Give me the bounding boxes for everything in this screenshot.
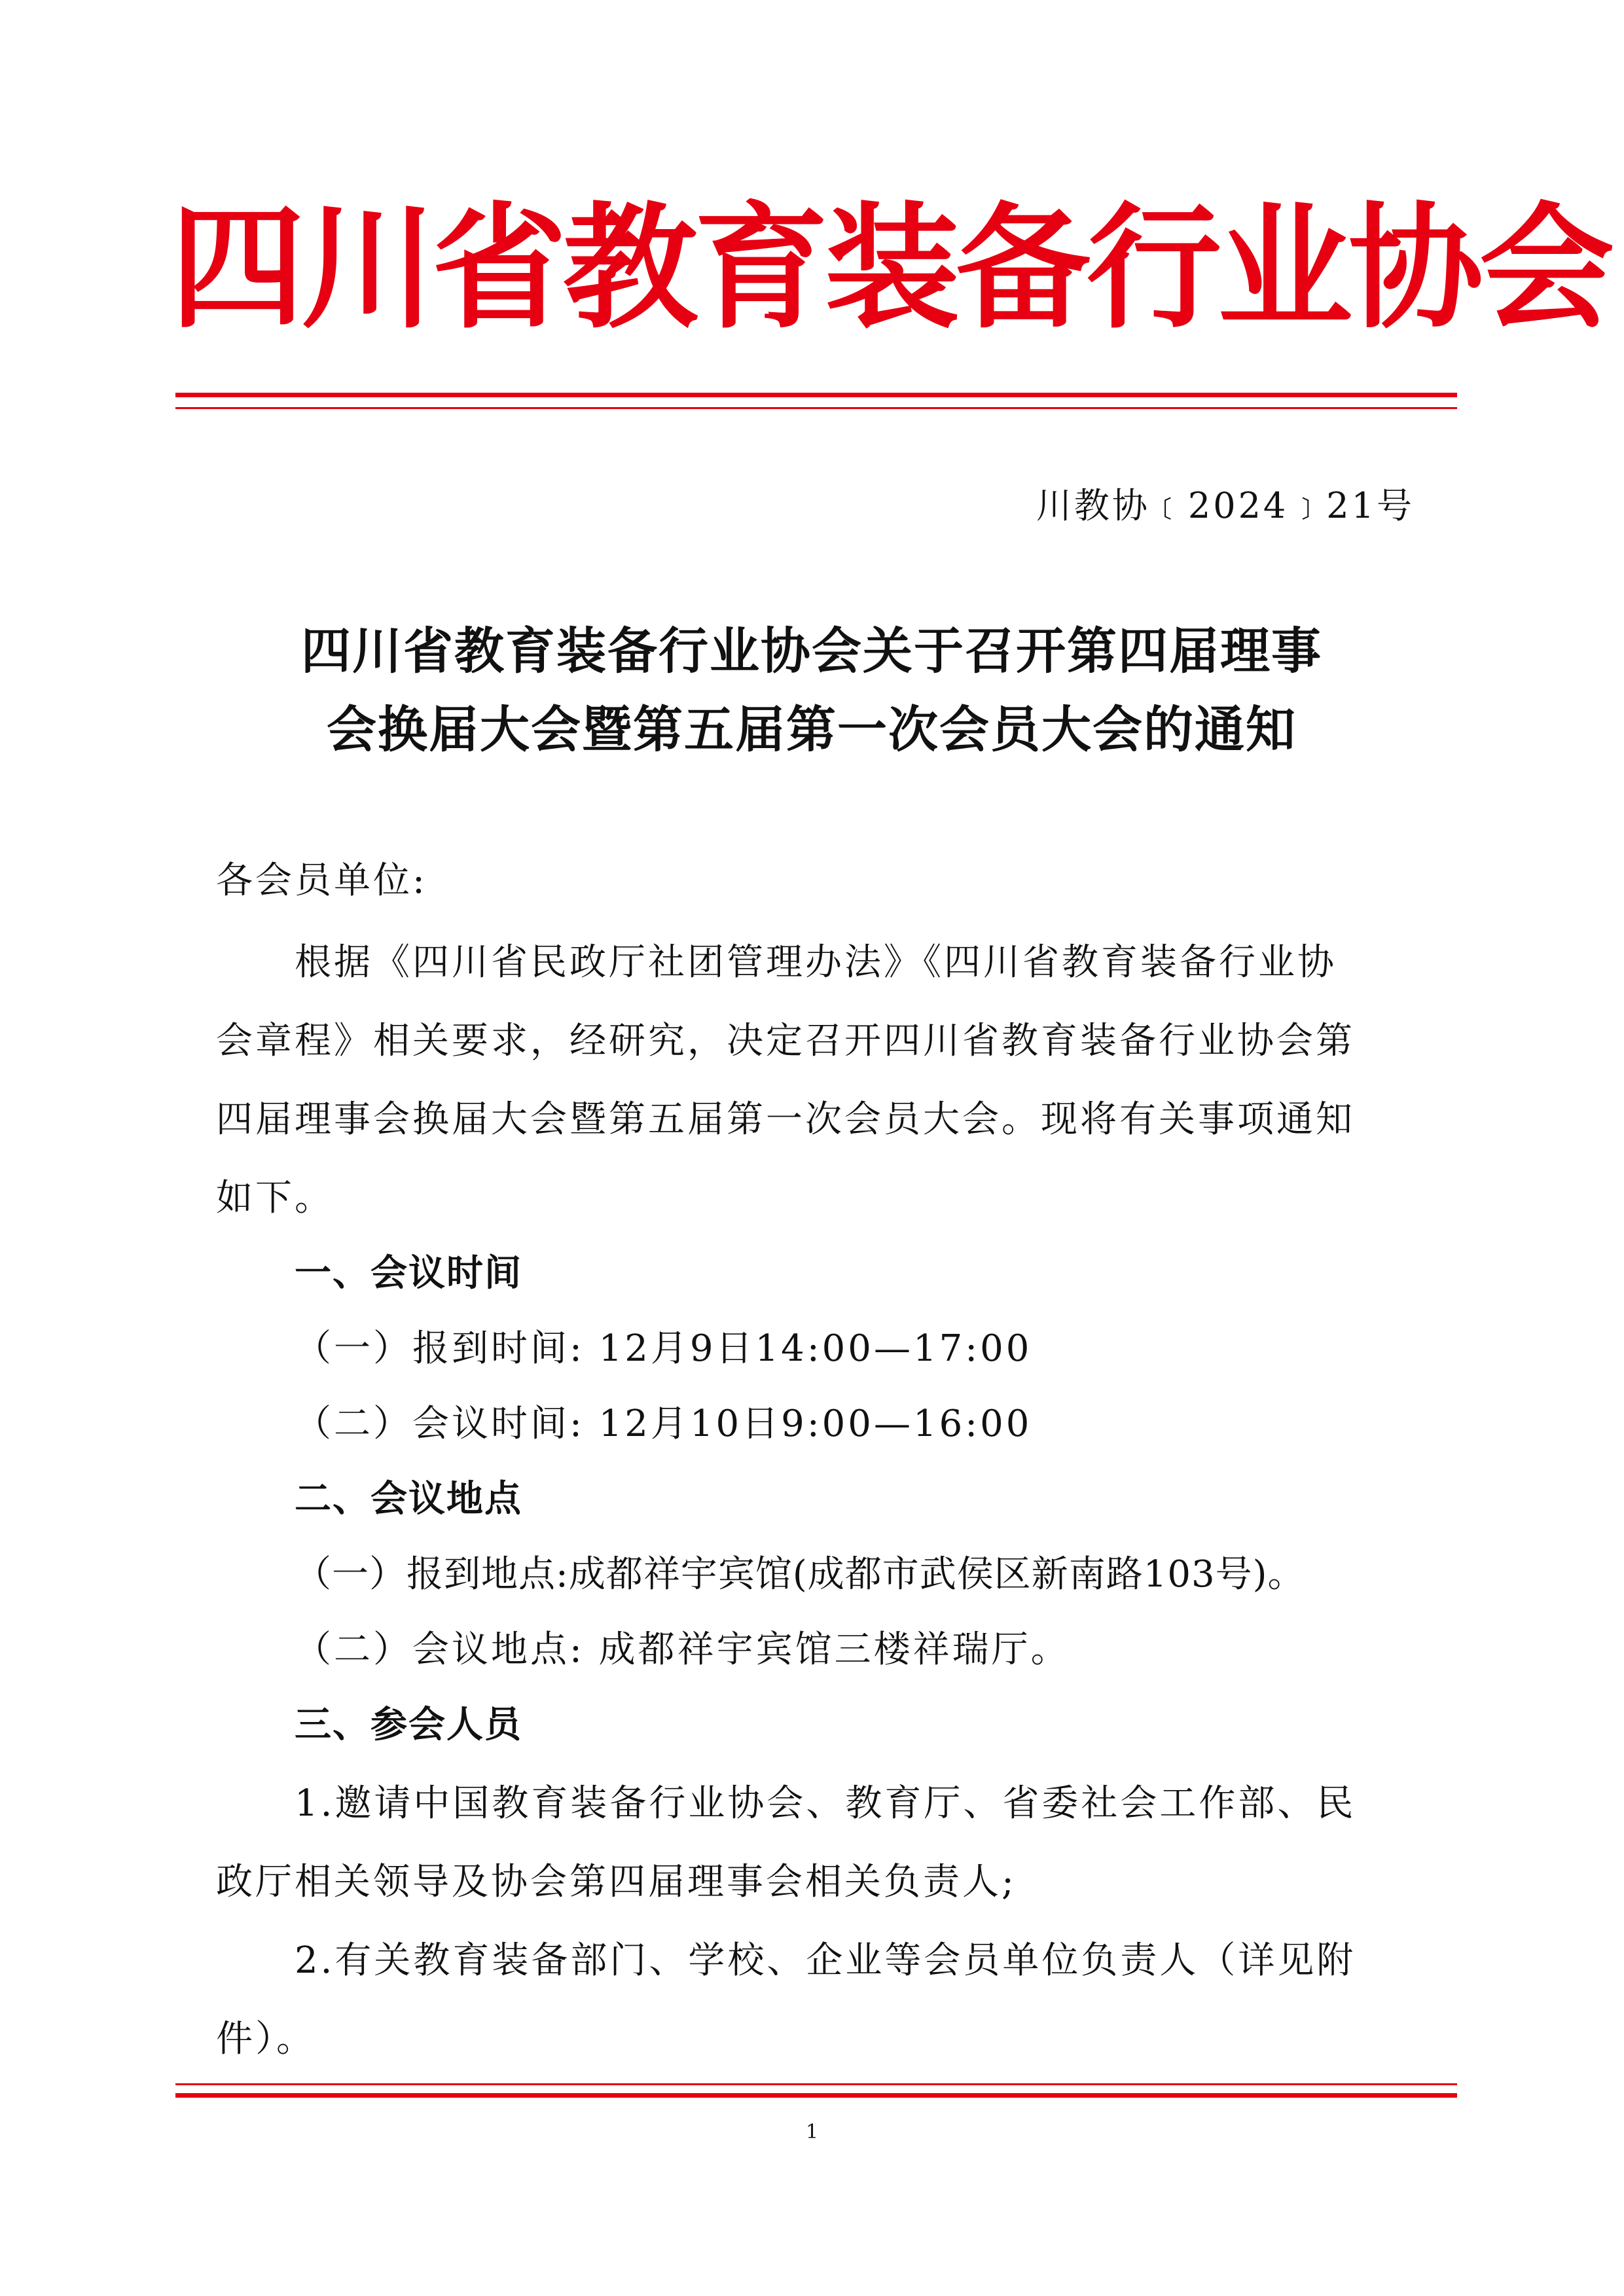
section-heading-location: 二、会议地点 [295, 1478, 522, 1520]
section-item: （一）报到时间: 12月9日14:00—17:00 [295, 1327, 1032, 1370]
section-item: （二）会议时间: 12月10日9:00—16:00 [295, 1403, 1032, 1445]
masthead-rule-thick [175, 393, 1457, 397]
section-item: 件）。 [216, 2018, 316, 2060]
footer-rule-thick [175, 2093, 1457, 2098]
section-item: 1.邀请中国教育装备行业协会、教育厅、省委社会工作部、民 [295, 1782, 1356, 1825]
section-heading-time: 一、会议时间 [295, 1252, 522, 1295]
footer-rule-thin [175, 2083, 1457, 2085]
intro-line: 四届理事会换届大会暨第五届第一次会员大会。现将有关事项通知 [216, 1098, 1355, 1141]
section-item: （一）报到地点:成都祥宇宾馆(成都市武侯区新南路103号)。 [295, 1553, 1305, 1596]
section-item: （二）会议地点: 成都祥宇宾馆三楼祥瑞厅。 [295, 1628, 1070, 1671]
intro-line: 如下。 [216, 1177, 334, 1219]
intro-line: 会章程》相关要求，经研究，决定召开四川省教育装备行业协会第 [216, 1020, 1355, 1062]
intro-line: 根据《四川省民政厅社团管理办法》《四川省教育装备行业协 [295, 941, 1337, 984]
title-line-1: 四川省教育装备行业协会关于召开第四届理事 [301, 622, 1322, 680]
section-item: 政厅相关领导及协会第四届理事会相关负责人; [216, 1861, 1017, 1903]
org-masthead: 四川省教育装备行业协会 [170, 190, 1611, 347]
document-title [196, 612, 1427, 769]
salutation: 各会员单位: [216, 859, 427, 902]
document-number: 川教协﹝2024﹞21号 [1036, 485, 1415, 526]
masthead-rule-thin [175, 407, 1457, 409]
page-number: 1 [805, 2121, 819, 2144]
title-line-2: 会换届大会暨第五届第一次会员大会的通知 [327, 700, 1297, 759]
section-item: 2.有关教育装备部门、学校、企业等会员单位负责人（详见附 [295, 1939, 1356, 1982]
section-heading-attendees: 三、参会人员 [295, 1704, 522, 1746]
